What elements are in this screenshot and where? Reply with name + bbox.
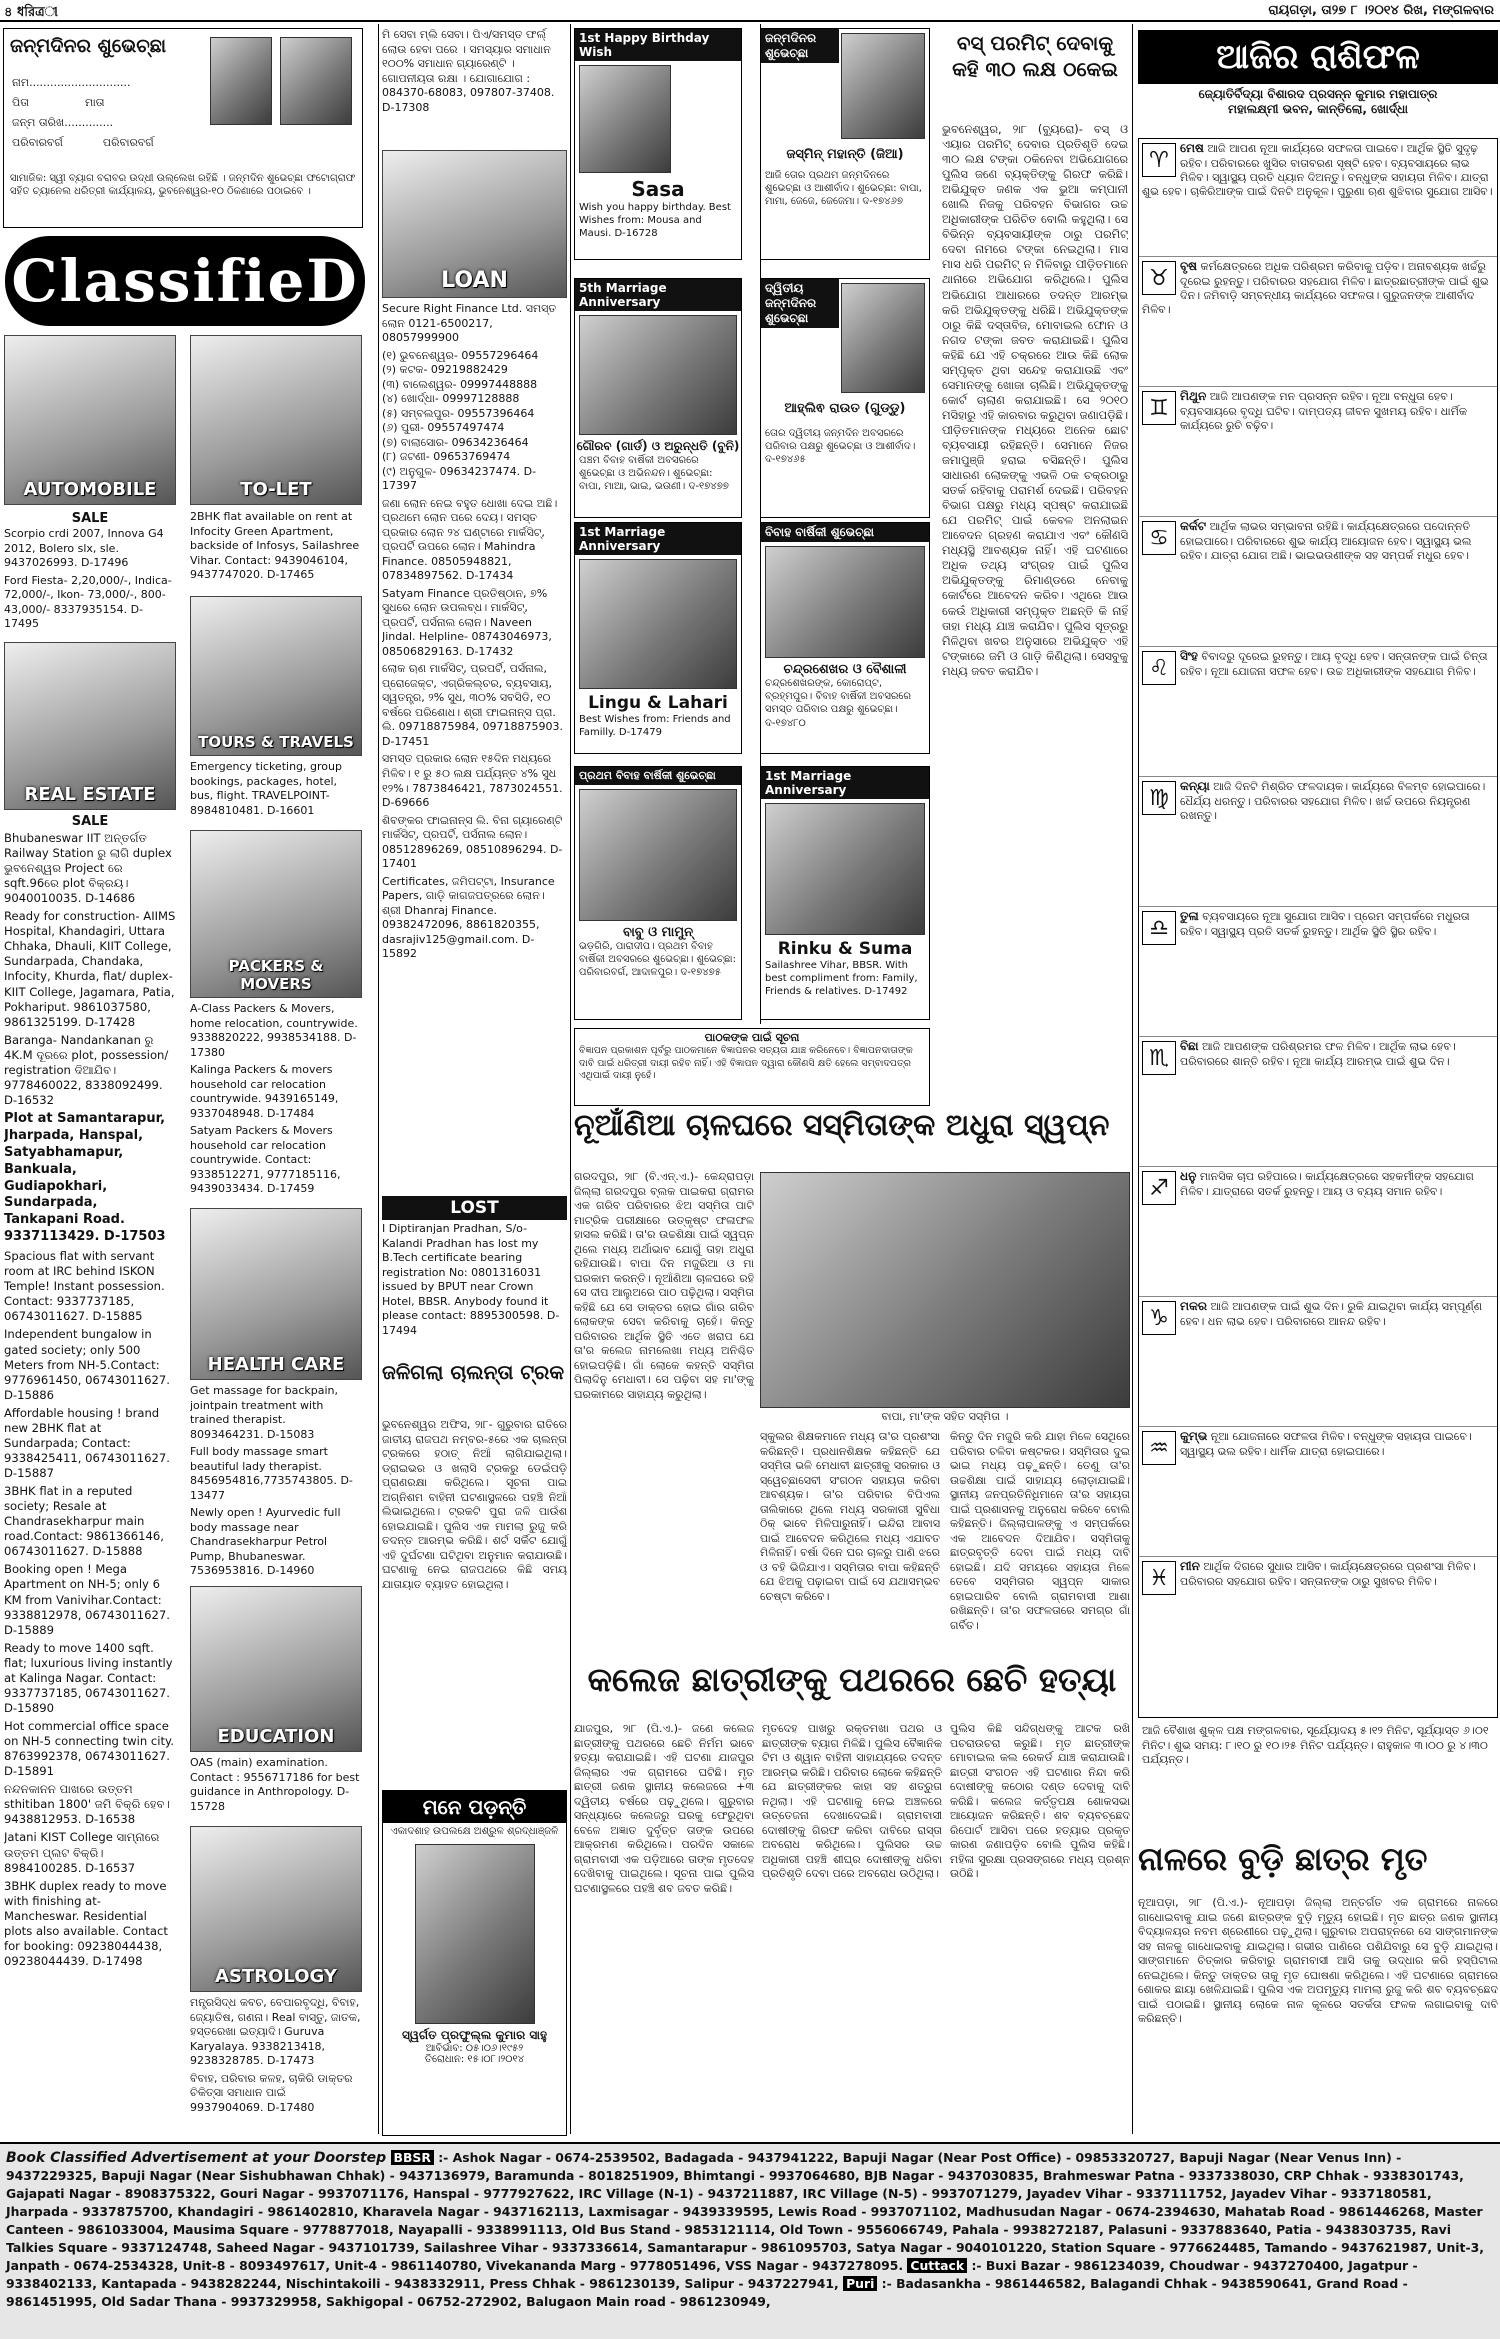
horoscope-author: ଜ୍ୟୋତିର୍ବିଦ୍ୟା ବିଶାରଦ ପ୍ରସନ୍ନ କୁମାର ମହାପାତ୍ର ମହାଲକ୍ଷ୍ମୀ ଭବନ, କାନ୍ତିଲୋ, ଖୋର୍ଦ୍ଧା: [1198, 87, 1438, 116]
baby-photo-placeholder: [210, 37, 272, 125]
greeting-heading: 1st Marriage Anniversary: [761, 767, 929, 799]
memorial-photo-placeholder: [415, 1844, 535, 2024]
zodiac-entry: [1139, 387, 1497, 517]
reader-note-title: ପାଠକଙ୍କ ପାଇଁ ସୂଚନା: [704, 1031, 800, 1044]
automobile-ads: [4, 510, 176, 638]
classified-ad: Independent bungalow in gated society; only 500 Meters from NH-5.Contact: 9776961450, 06743011627. D-15886: [4, 1327, 170, 1402]
classified-ad: Ford Fiesta- 2,20,000/-, Indica- 72,000/-, Ikon- 73,000/-, 800- 43,000/- 8337935154. D-17495: [4, 573, 172, 631]
to-let-label: TO-LET: [240, 479, 312, 500]
greeting-text: ଚନ୍ଦ୍ରଶେଖରଙ୍କ, କୋରୋପ୍ଟ, ବ୍ରହ୍ମପୁର। ବିବାହ ବାର୍ଷିକୀ ଅବସରରେ ସମସ୍ତ ପରିବାର ପକ୍ଷରୁ ଶୁଭେଚ୍ଛା। ଦ-୧୭୪୮୦: [765, 678, 912, 729]
tours-image: [190, 596, 362, 756]
zodiac-entry: [1139, 257, 1497, 387]
classified-ad: Baranga- Nandankanan ରୁ 4K.M ଦୂରରେ plot, possession/ registration ଦିଆଯିବ। 9778460022, 8338092499. D-16532: [4, 1032, 169, 1107]
greeting-card: [574, 522, 742, 754]
zodiac-entry: [1139, 1297, 1497, 1427]
education-label: EDUCATION: [217, 1726, 335, 1747]
murder-article-col1: ଯାଜପୁର, ୨ା୮ (ପି.ଏ.)- ଜଣେ କଲେଜ ଛାତ୍ରୀଙ୍କୁ ପଥରରେ ଛେଚି ନିର୍ମମ ଭାବେ ହତ୍ୟା କରାଯାଇଛି। ଏହି ଘଟଣା ଯାଜପୁର ଜିଲ୍ଲାର ଏକ ଗ୍ରାମରେ ଘଟିଛି। ମୃତ ଛାତ୍ରୀ ଜଣକ ସ୍ଥାନୀୟ କଲେଜରେ +୩ ଦ୍ୱିତୀୟ ବର୍ଷରେ ପଢ଼ୁଥିଲେ। ଗୁରୁବାର ସନ୍ଧ୍ୟାରେ କଲେଜରୁ ଘରକୁ ଫେରୁଥିବା ବେଳେ ଅଜ୍ଞାତ ଦୁର୍ବୃତ୍ତ ତାଙ୍କ ଉପରେ ଆକ୍ରମଣ କରିଥିଲେ। ପରଦିନ ସକାଳେ ଗ୍ରାମବାସୀ ଏକ ପଡ଼ିଆରେ ତାଙ୍କ ମୃତଦେହ ଦେଖିବାକୁ ପାଇଥିଲେ। ସୂଚନା ପାଇ ପୁଲିସ ଘଟଣାସ୍ଥଳରେ ପହଞ୍ଚି ଶବ ଜବତ କରିଛି।: [574, 1722, 754, 1895]
health-care-image: [190, 1208, 362, 1380]
zodiac-entry: [1139, 907, 1497, 1037]
lost-heading: LOST: [382, 1196, 567, 1220]
taurus-icon: ♉: [1142, 261, 1176, 295]
zodiac-name: ବିଛା: [1180, 1039, 1199, 1053]
footer-booking-panel: [0, 2142, 1500, 2339]
greeting-name: Lingu & Lahari: [588, 693, 728, 713]
loan-branch: (୩) ବାଲେଶ୍ୱର- 09997448888: [382, 377, 538, 391]
birthday-form-note: ସାମାଜିକ: ସ୍ୱୀ ବ୍ୟାଗ ବରାବର ଉଦ୍ଧୀ ଉଲ୍ଲେଖ ରହିଛି । ଜନ୍ମଦିନ ଶୁଭେଚ୍ଛା ଫଟୋଗ୍ରାଫ ସହିତ ଚ୍ୟାନେଲ ଧରିତ୍ରୀ କାର୍ଯ୍ୟାଳୟ, ଭୁବନେଶ୍ୱର-୧୦ ଠିକଣାରେ ପଠାଇବେ ।: [10, 173, 356, 198]
zodiac-entry: [1139, 1557, 1497, 1687]
to-let-ads: 2BHK flat available on rent at Infocity Green Apartment, backside of Infosys, Sailashree Vihar. Contact: 9439046104, 9437747020. D-17465: [190, 510, 360, 582]
bbsr-agents: :- Ashok Nagar - 0674-2539502, Badagada - 9437941222, Bapuji Nagar (Near Post Office) - 09853320727, Bapuji Nagar (Near Venus Inn) - 9437229325, Bapuji Nagar (Near Sishubhawan Chhak) - 9437136979, Baramunda - 8018251909, Bhimtangi - 9937064680, BJB Nagar - 9437030835, Brahmeswar Patna - 9337338030, CRP Chhak - 9338301743, Gajapati Nagar - 8908375322, Gouri Nagar - 9937071176, Hanspal - 9777927622, IRC Village (N-1) - 9437211887, IRC Village (N-5) - 9937071279, Jayadev Vihar - 9337111752, Jayadev Vihar - 9337180581, Jharpada - 9337875700, Khandagiri - 9861402810, Kharavela Nagar - 9437162113, Laxmisagar - 9439339595, Lewis Road - 9937071102, Madhusudan Nagar - 0674-2394630, Mahatab Road - 9861446268, Master Canteen - 9861033004, Mausima Square - 9778877018, Nayapalli - 9338991113, Old Bus Stand - 9853121114, Old Town - 9556066749, Pahala - 9938272187, Palasuni - 9337883640, Patia - 9438303735, Ravi Talkies Square - 9337124748, Saheed Nagar - 9437101739, Sailashree Vihar - 9337336614, Samantarapur - 9861095703, Satya Nagar - 9040101220, Station Square - 9776624485, Tamando - 9437621987, Unit-3, Janpath - 0674-2534328, Unit-8 - 8093497617, Unit-4 - 9861140780, Vivekananda Marg - 9778051496, VSS Nagar - 9437278095.: [6, 2150, 1484, 2273]
classified-ad: Jatani KIST College ସାମ୍ନାରେ ଉତ୍ତମ ପ୍ଲଟ ବିକ୍ରି। 8984100285. D-16537: [4, 1830, 160, 1875]
reader-note-box: [574, 1028, 930, 1106]
classified-ad: Certificates, ଜମିପଟ୍ଟା, Insurance Papers, ଗାଡ଼ି କାଗଜପତ୍ରରେ ଲୋନ। ଶ୍ରୀ Dhanraj Finance. 09382472096, 8861820355, dasrajiv125@gmail.com. D-15892: [382, 874, 555, 961]
loan-intro: Secure Right Finance Ltd. ସମସ୍ତ ଲୋନ 0121-6500217, 08057999900: [382, 302, 557, 345]
footer-title: Book Classified Advertisement at your Doorstep: [6, 2150, 387, 2166]
murder-article-col3: ପୁଲିସ କିଛି ସନ୍ଦିଗ୍ଧଙ୍କୁ ଆଟକ ରଖି ପଚରାଉଚରା କରୁଛି। ମୃତ ଛାତ୍ରୀଙ୍କ ମୋବାଇଲ କଲ ରେକର୍ଡ ଯାଞ୍ଚ କରାଯାଉଛି। ଛାତ୍ରୀ ସଂଗଠନ ଏହି ଘଟଣାର ନିନ୍ଦା କରି ଦୋଷୀଙ୍କୁ କଠୋର ଦଣ୍ଡ ଦେବାକୁ ଦାବି କରିଛି। କଲେଜ କର୍ତ୍ତୃପକ୍ଷ ଶୋକସଭା ଆୟୋଜନ କରିଛନ୍ତି। ଶବ ବ୍ୟବଚ୍ଛେଦ ରିପୋର୍ଟ ଆସିବା ପରେ ହତ୍ୟାର ପ୍ରକୃତ କାରଣ ଜଣାପଡ଼ିବ ବୋଲି ପୁଲିସ କହିଛି। ମହିଳା ସୁରକ୍ଷା ପ୍ରସଙ୍ଗରେ ମଧ୍ୟ ପ୍ରଶ୍ନ ଉଠିଛି।: [950, 1722, 1130, 1881]
education-image: [190, 1586, 362, 1752]
greeting-name: ଜସ୍ମିନ୍ ମହାନ୍ତି (ଜିଆ): [786, 147, 904, 162]
dream-article-col2: ସ୍କୁଲର ଶିକ୍ଷକମାନେ ମଧ୍ୟ ତା'ର ପ୍ରଶଂସା କରିଛନ୍ତି। ପ୍ରଧାନଶିକ୍ଷକ କହିଛନ୍ତି ଯେ ସସ୍ମିତା ଭଳି ମେଧାବୀ ଛାତ୍ରୀକୁ ସରକାର ଓ ସ୍ୱେଚ୍ଛାସେବୀ ସଂଗଠନ ସହାୟତା କରିବା ଆବଶ୍ୟକ। ତା'ର ପରିବାର ବିପିଏଲ ତାଲିକାରେ ଥିଲେ ମଧ୍ୟ ସରକାରୀ ସୁବିଧା ଠିକ୍ ଭାବେ ମିଳିପାରୁନାହିଁ। ଇନ୍ଦିରା ଆବାସ ପାଇଁ ଆବେଦନ କରିଥିଲେ ମଧ୍ୟ ଏଯାବତ ମିଳିନାହିଁ। ବର୍ଷା ଦିନେ ଘର ଚାଳରୁ ପାଣି ଝରେ ଓ ବହି ଭିଜିଯାଏ। ସସ୍ମିତାର ବାପା କହିଛନ୍ତି ଯେ ଝିଅକୁ ପଢ଼ାଇବା ପାଇଁ ସେ ଯଥାସମ୍ଭବ ଚେଷ୍ଟା କରିବେ।: [760, 1430, 940, 1603]
zodiac-entry: [1139, 1167, 1497, 1297]
loan-branch: (୫) ସମ୍ବଲପୁର- 09557396464: [382, 406, 535, 420]
greeting-heading: ପ୍ରଥମ ବିବାହ ବାର୍ଷିକୀ ଶୁଭେଚ୍ଛା: [575, 767, 741, 785]
zodiac-name: ମିଥୁନ: [1180, 389, 1207, 403]
column-rule: [570, 24, 571, 2134]
greeting-card: [760, 28, 930, 260]
puri-agents: :- Badasankha - 9861446582, Balagandi Chhak - 9438590641, Grand Road - 9861451995, Old Sadar Thana - 9937329958, Sakhigopal - 06752-272902, Balugaon Main road - 9861230949,: [6, 2276, 1408, 2309]
classified-ad: ଲୋକ ଋଣ ମାର୍କସିଟ୍, ପ୍ରପର୍ଟି, ପର୍ସନାଲ, ପ୍ରୋଜେକ୍ଟ, ଏଗ୍ରିକଲ୍ଚର, ବ୍ୟବସାୟ, ସ୍ୱତନ୍ତ୍ର, ୨% ସୁଧ, ୩୦% ସବସିଡି, ୧୦ ବର୍ଷରେ ପରିଶୋଧ। ଶ୍ରୀ ଫାଇନାନ୍ସ ପ୍ରା. ଲି. 09718875984, 09718875903. D-17451: [382, 662, 564, 748]
greeting-text: Sailashree Vihar, BBSR. With best compliment from: Family, Friends & relatives. D-17492: [765, 960, 918, 998]
greeting-name: ଆହ୍ଲିଵ ରାଉତ (ଗୁଡ୍ଡୁ): [784, 401, 906, 416]
loan-branch: (୬) ପୁରୀ- 09557497474: [382, 421, 505, 435]
classified-ad: Satyam Packers & Movers household car relocation countrywide. Contact: 9338512271, 9777185116, 9439033434. D-17459: [190, 1124, 341, 1196]
dream-headline: ନୂଆଁଣିଆ ଚାଳଘରେ ସସ୍ମିତାଙ୍କ ଅଧୁରା ସ୍ୱପ୍ନ: [574, 1108, 1110, 1143]
birthday-form-box: [3, 28, 363, 228]
zodiac-name: ମେଷ: [1180, 141, 1204, 155]
classified-ad: ନନ୍ଦନକାନନ ପାଖରେ ଉତ୍ତମ sthitiban 1800' ଜମି ବିକ୍ରି ହେବ। 9438812953. D-16538: [4, 1782, 170, 1827]
classified-ad: ଶିବଙ୍କର ଫାଇନାନ୍ସ ଲି. ବିନା ଗ୍ୟାରେଣ୍ଟି ମାର୍କସିଟ୍, ପ୍ରପର୍ଟି, ପର୍ସନାଲ ଲୋନ। 08512896269, 08510896294. D-17401: [382, 813, 563, 871]
greeting-card: [574, 28, 742, 260]
mother-label: ମାତା: [84, 96, 105, 109]
horoscope-title: ଆଜିର ରାଶିଫଳ: [1138, 30, 1498, 84]
greeting-photo-placeholder: [765, 803, 925, 935]
classified-ad: Ready to move 1400 sqft. flat; luxurious living instantly at Kalinga Nagar. Contact: 9337737185, 06743011627. D-15890: [4, 1640, 173, 1715]
loan-branch: (୭) ବାଲାସୋର- 09634236464: [382, 435, 529, 449]
zodiac-name: ତୁଳା: [1180, 909, 1199, 923]
astrology-label: ASTROLOGY: [215, 1966, 337, 1987]
greeting-photo-placeholder: [579, 65, 671, 173]
horoscope-header: [1138, 30, 1498, 134]
classified-ad: ଜଣା ଲୋନ ନେଇ ବହୁତ ଧୋଖା ଦେଇ ଅଛି। ପ୍ରଥମେ ଲୋନ ପରେ ଦେୟ। ସମସ୍ତ ପ୍ରକାର ଲୋନ ୨୪ ଘଣ୍ଟାରେ ମାର୍କସିଟ୍, ପ୍ରପର୍ଟି ଉପରେ ଲୋନ। Mahindra Finance. 08505948821, 07834897562. D-17434: [382, 496, 558, 583]
sagittarius-icon: ♐: [1142, 1171, 1176, 1205]
bus-article: ଭୁବନେଶ୍ୱର, ୨ା୮ (ବ୍ୟୁରୋ)- ବସ୍ ଓ ଏୟାର ପରମିଟ୍ ଦେବାର ପ୍ରତିଶୃତି ଦେଇ ୩୦ ଲକ୍ଷ ଟଙ୍କା ଠକିନେବା ଅଭିଯୋଗରେ ପୁଲିସ ଜଣେ ବ୍ୟକ୍ତିଙ୍କୁ ଗିରଫ କରିଛି। ଅଭିଯୁକ୍ତ ଜଣକ ଏକ ଭୁଆ କମ୍ପାନୀ ଖୋଲି ନିଜକୁ ପରିବହନ ବିଭାଗର ଉଚ୍ଚ ଅଧିକାରୀଙ୍କ ପରିଚିତ ବୋଲି କହୁଥିଲା। ସେ ବିଭିନ୍ନ ବ୍ୟବସାୟୀଙ୍କ ଠାରୁ ପରମିଟ୍ ଦେବା ନାମରେ ଟଙ୍କା ନେଇଥିଲା। ମାସ ମାସ ଧରି ପରମିଟ୍ ନ ମିଳିବାରୁ ପୀଡ଼ିତମାନେ ଥାନାରେ ଅଭିଯୋଗ କରିଥିଲେ। ପୁଲିସ ଅଭିଯୋଗ ଆଧାରରେ ତଦନ୍ତ ଆରମ୍ଭ କରି ଅଭିଯୁକ୍ତଙ୍କୁ ଧରିଛି। ଅଭିଯୁକ୍ତଙ୍କ ଠାରୁ କିଛି ଦସ୍ତାବିଜ, ମୋବାଇଲ ଫୋନ ଓ ନଗଦ ଟଙ୍କା ଜବତ କରାଯାଇଛି। ପୁଲିସ କହିଛି ଯେ ଏହି ଚକ୍ରରେ ଆଉ କିଛି ଲୋକ ସମ୍ପୃକ୍ତ ଥିବା ସନ୍ଦେହ କରାଯାଉଛି ଏବଂ ସେମାନଙ୍କୁ ଖୋଜା ଚାଲିଛି। ଅଭିଯୁକ୍ତଙ୍କୁ କୋର୍ଟ ଚାଲାଣ କରାଯାଇଛି। ସେ ୨୦୧୦ ମସିହାରୁ ଏହି କାରବାର କରୁଥିବା ଜଣାପଡ଼ିଛି। ପୀଡ଼ିତମାନଙ୍କ ମଧ୍ୟରେ ଅନେକ ଛୋଟ ବ୍ୟବସାୟୀ ରହିଛନ୍ତି। ସେମାନେ ନିଜର ଜମାପୁଞ୍ଜି ହରାଇ ବସିଛନ୍ତି। ପୁଲିସ ସାଧାରଣ ଲୋକଙ୍କୁ ଏଭଳି ଠକ ଚକ୍ରଠାରୁ ସତର୍କ ରହିବାକୁ ପରାମର୍ଶ ଦେଇଛି। ପରିବହନ ବିଭାଗ ପକ୍ଷରୁ ମଧ୍ୟ ସ୍ପଷ୍ଟ କରାଯାଇଛି ଯେ ପରମିଟ୍ ପାଇଁ କେବଳ ଅନଲାଇନ ଆବେଦନ ଗ୍ରହଣ କରାଯାଏ ଏବଂ କୌଣସି ମଧ୍ୟସ୍ଥି ଆବଶ୍ୟକ ନାହିଁ। ଏହି ଘଟଣାରେ ଅଧିକ ତଥ୍ୟ ସଂଗ୍ରହ ପାଇଁ ପୁଲିସ ଅଭିଯୁକ୍ତଙ୍କୁ ରିମାଣ୍ଡରେ ନେବାକୁ କୋର୍ଟରେ ଆବେଦନ କରିବ। ଏଥିରେ ଆଉ କେଉଁ ଅଧିକାରୀ ସମ୍ପୃକ୍ତ ଅଛନ୍ତି କି ନାହିଁ ତାହା ମଧ୍ୟ ଯାଞ୍ଚ କରାଯିବ। ପୁଲିସ ସୂତ୍ରରୁ ମିଳିଥିବା ଖବର ଅନୁସାରେ ଅଭିଯୁକ୍ତ ଏହି ଟଙ୍କାରେ ଜମି ଓ ଗାଡ଼ି କିଣିଥିଲା। ସେସବୁକୁ ମଧ୍ୟ ଜବତ କରାଯିବ।: [942, 122, 1128, 678]
loan-image: [382, 150, 567, 298]
classified-ad: Full body massage smart beautiful lady therapist. 8456954816,7735743805. D-13477: [190, 1445, 353, 1502]
packers-image: [190, 830, 362, 998]
sale-heading: SALE: [71, 511, 109, 526]
drain-headline: ନାଳରେ ବୁଡ଼ି ଛାତ୍ର ମୃତ: [1138, 1840, 1428, 1878]
loan-branch: (୮) ଜଟଣୀ- 09653769474: [382, 450, 511, 464]
astrology-ads: [190, 1996, 362, 2136]
lost-notice: I Diptiranjan Pradhan, S/o- Kalandi Pradhan has lost my B.Tech certificate bearing registration No: 0801316031 issued by BPUT near Crown Hotel, BBSR. Anybody found it please contact: 8895300598. D-17494: [382, 1222, 560, 1337]
bbsr-tag: BBSR: [391, 2150, 434, 2165]
zodiac-entry: [1139, 1427, 1497, 1557]
greeting-text: Wish you happy birthday. Best Wishes from: Mousa and Mausi. D-16728: [579, 202, 731, 240]
dream-photo-placeholder: [760, 1172, 1130, 1408]
greeting-text: ପଞ୍ଚମ ବିବାହ ବାର୍ଷିକୀ ଅବସରରେ ଶୁଭେଚ୍ଛା ଓ ଅଭିନନ୍ଦନ। ଶୁଭେଚ୍ଛା: ବାପା, ମାଆ, ଭାଇ, ଭଉଣୀ। ଦ-୧୭୪୭୭: [579, 455, 729, 493]
sale-heading: SALE: [71, 814, 109, 829]
column-rule: [1132, 24, 1133, 2134]
zodiac-text: ଆର୍ଥିକ ଦିଗରେ ସୁଧାର ଆସିବ। କାର୍ଯ୍ୟକ୍ଷେତ୍ରରେ ପ୍ରଶଂସା ମିଳିବ। ପରିବାରର ସହଯୋଗ ରହିବ। ସନ୍ତାନଙ୍କ ଠାରୁ ସୁଖବର ମିଳିବ।: [1180, 1560, 1476, 1588]
real-estate-label: REAL ESTATE: [24, 784, 156, 805]
classified-ad: 3BHK flat in a reputed society; Resale at Chandrasekharpur main road.Contact: 9861366146, 06743011627. D-15888: [4, 1484, 164, 1559]
zodiac-text: ନୂଆ ଯୋଜନାରେ ସଫଳତା ମିଳିବ। ବନ୍ଧୁଙ୍କ ସହାୟତା ପାଇବେ। ସ୍ୱାସ୍ଥ୍ୟ ଭଲ ରହିବ। ଧାର୍ମିକ ଯାତ୍ରା ହୋଇପାରେ।: [1180, 1430, 1472, 1458]
zodiac-text: କର୍ମକ୍ଷେତ୍ରରେ ଅଧିକ ପରିଶ୍ରମ କରିବାକୁ ପଡ଼ିବ। ଅନାବଶ୍ୟକ ଖର୍ଚ୍ଚରୁ ଦୂରେଇ ରୁହନ୍ତୁ। ପରିବାରର ସହଯୋଗ ମିଳିବ। ଛାତ୍ରଛାତ୍ରୀଙ୍କ ପାଇଁ ଶୁଭ ଦିନ। ଜମିବାଡ଼ି ସମ୍ବନ୍ଧୀୟ କାର୍ଯ୍ୟରେ ସଫଳତା। ଗୁରୁଜନଙ୍କ ଆଶୀର୍ବାଦ ମିଳିବ।: [1142, 260, 1489, 317]
greeting-text: ଆଜି ତୋର ପ୍ରଥମ ଜନ୍ମଦିନରେ ଶୁଭେଚ୍ଛା ଓ ଆଶୀର୍ବାଦ। ଶୁଭେଚ୍ଛା: ବାପା, ମାମା, ଜେଜେ, ଜେଜେମା। ଦ-୧୭୪୬୭: [765, 170, 922, 208]
family-label: ପରିବାରବର୍ଗ: [12, 136, 63, 149]
zodiac-text: ଆଜି ଆପଣ ନୂଆ କାର୍ଯ୍ୟରେ ସଫଳତା ପାଇବେ। ଆର୍ଥିକ ସ୍ଥିତି ସୁଦୃଢ଼ ରହିବ। ପରିବାରରେ ଖୁସିର ବାତାବରଣ ସୃଷ୍ଟି ହେବ। ବ୍ୟବସାୟରେ ଲାଭ ମିଳିବ। ସ୍ୱାସ୍ଥ୍ୟ ପ୍ରତି ଧ୍ୟାନ ଦିଅନ୍ତୁ। ବନ୍ଧୁଙ୍କ ସହାୟତା ମିଳିବ। ଯାତ୍ରା ଶୁଭ ହେବ। ଚାକିରିଆଙ୍କ ପାଇଁ ଦିନଟି ଅନୁକୂଳ। ପୁରୁଣା ଋଣ ଶୁଝିବାର ସୁଯୋଗ ଆସିବ।: [1142, 142, 1493, 199]
zodiac-text: ଆଜି ଦିନଟି ମିଶ୍ରିତ ଫଳଦାୟକ। କାର୍ଯ୍ୟରେ ବିଳମ୍ବ ହୋଇପାରେ। ଧୈର୍ଯ୍ୟ ଧରନ୍ତୁ। ପରିବାରର ସହଯୋଗ ମିଳିବ। ଖର୍ଚ୍ଚ ଉପରେ ନିୟନ୍ତ୍ରଣ ରଖନ୍ତୁ।: [1180, 780, 1486, 822]
greeting-name: ବାବୁ ଓ ମାମୁନ୍: [622, 925, 694, 940]
aquarius-icon: ♒: [1142, 1431, 1176, 1465]
drain-article: ନୂଆପଡ଼ା, ୨ା୮ (ପି.ଏ.)- ନୂଆପଡ଼ା ଜିଲ୍ଲା ଅନ୍ତର୍ଗତ ଏକ ଗ୍ରାମରେ ନାଳରେ ଗାଧୋଇବାକୁ ଯାଇ ଜଣେ ଛାତ୍ରଙ୍କ ବୁଡ଼ି ମୃତ୍ୟୁ ହୋଇଛି। ମୃତ ଛାତ୍ର ଜଣକ ସ୍ଥାନୀୟ ବିଦ୍ୟାଳୟର ନବମ ଶ୍ରେଣୀରେ ପଢ଼ୁଥିଲା। ଗୁରୁବାର ଅପରାହ୍ନରେ ସେ ସାଙ୍ଗମାନଙ୍କ ସହ ନାଳକୁ ଗାଧୋଇବାକୁ ଯାଇଥିଲା। ଗଭୀର ପାଣିରେ ପଶିଯିବାରୁ ସେ ବୁଡ଼ି ଯାଇଥିଲା। ସାଙ୍ଗମାନେ ଚିତ୍କାର କରିବାରୁ ଗ୍ରାମବାସୀ ଆସି ତାକୁ ଉଦ୍ଧାର କରି ହସ୍ପିଟାଲ ନେଇଥିଲେ। କିନ୍ତୁ ଡାକ୍ତର ତାକୁ ମୃତ ଘୋଷଣା କରିଥିଲେ। ଏହି ଘଟଣାରେ ଗ୍ରାମରେ ଶୋକର ଛାୟା ଖେଳିଯାଇଛି। ପୁଲିସ ଏକ ଅପମୃତ୍ୟୁ ମାମଲା ରୁଜୁ କରି ଶବ ବ୍ୟବଚ୍ଛେଦ ପାଇଁ ପଠାଇଛି। ସ୍ଥାନୀୟ ଲୋକେ ନାଳ କୂଳରେ ସତର୍କତା ଫଳକ ଲଗାଇବାକୁ ଦାବି କରିଛନ୍ତି।: [1138, 1896, 1498, 2026]
zodiac-text: ଆର୍ଥିକ ଲାଭର ସମ୍ଭାବନା ରହିଛି। କାର୍ଯ୍ୟକ୍ଷେତ୍ରରେ ପଦୋନ୍ନତି ହୋଇପାରେ। ପରିବାରରେ ଶୁଭ କାର୍ଯ୍ୟ ଆୟୋଜନ ହେବ। ସ୍ୱାସ୍ଥ୍ୟ ଭଲ ରହିବ। ଯାତ୍ରା ଯୋଗ ଅଛି। ଭାଇଭଉଣୀଙ୍କ ସହ ସମ୍ପର୍କ ମଧୁର ହେବ।: [1180, 520, 1472, 562]
greeting-name: Sasa: [631, 177, 685, 201]
pisces-icon: ♓: [1142, 1561, 1176, 1595]
greeting-photo-placeholder: [579, 789, 737, 921]
leo-icon: ♌: [1142, 651, 1176, 685]
zodiac-text: ବ୍ୟବସାୟରେ ନୂଆ ସୁଯୋଗ ଆସିବ। ପ୍ରେମ ସମ୍ପର୍କରେ ମଧୁରତା ରହିବ। ସ୍ୱାସ୍ଥ୍ୟ ପ୍ରତି ସତର୍କ ରୁହନ୍ତୁ। ଆର୍ଥିକ ସ୍ଥିତି ସ୍ଥିର ରହିବ।: [1180, 910, 1470, 938]
automobile-label: AUTOMOBILE: [23, 479, 157, 500]
greeting-card: [574, 766, 742, 1020]
greeting-card: [760, 766, 930, 1020]
zodiac-name: ମକର: [1180, 1299, 1207, 1313]
greeting-card: [760, 522, 930, 754]
health-care-ads: [190, 1384, 362, 1580]
birthday-form-title: ଜନ୍ମଦିନର ଶୁଭେଚ୍ଛା: [10, 35, 167, 57]
truck-article: ଭୁବନେଶ୍ୱର ଅଫିସ, ୨ା୮- ଗୁରୁବାର ରାତିରେ ଜାତୀୟ ରାଜପଥ ନମ୍ବର-୫ରେ ଏକ ଚାଲନ୍ତା ଟ୍ରକରେ ହଠାତ୍ ନିଆଁ ଲାଗିଯାଇଥିଲା। ଡ୍ରାଇଭର ଓ ଖଲାସି ଟ୍ରକରୁ ଡେଇଁପଡ଼ି ପ୍ରାଣରକ୍ଷା କରିଥିଲେ। ସୂଚନା ପାଇ ଅଗ୍ନିଶମ ବାହିନୀ ଘଟଣାସ୍ଥଳରେ ପହଞ୍ଚି ନିଆଁ ଲିଭାଇଥିଲେ। ଟ୍ରକଟି ପୁରା ଜଳି ପାଉଁଶ ହୋଇଯାଇଛି। ପୁଲିସ ଏକ ମାମଲା ରୁଜୁ କରି ତଦନ୍ତ ଆରମ୍ଭ କରିଛି। ଶର୍ଟ ସର୍କିଟ ଯୋଗୁଁ ଏହି ଦୁର୍ଘଟଣା ଘଟିଥିବା ଅନୁମାନ କରାଯାଉଛି। ଘଟଣାକୁ ନେଇ ରାଜପଥରେ କିଛି ସମୟ ଯାତାୟାତ ବ୍ୟାହତ ହୋଇଥିଲା।: [382, 1418, 567, 1591]
family-label: ପରିବାରବର୍ଗ: [102, 136, 154, 149]
classified-ad: Ready for construction- AIIMS Hospital, Khandagiri, Uttara Chhaka, Dhauli, KIIT College, Sundarpada, Chandaka, Infocity, Khurda, flat/ duplex- KIIT College, Jagamara, Patia, Pokhariput. 9861037580, 9861325199. D-17428: [4, 909, 176, 1029]
greeting-name: ଗୌରବ (ଗାର୍ଡ) ଓ ଅରୁନ୍ଧତି (ବୁନି): [576, 439, 740, 453]
zodiac-text: ମାନସିକ ଚାପ ରହିପାରେ। କାର୍ଯ୍ୟକ୍ଷେତ୍ରରେ ସହକର୍ମୀଙ୍କ ସହଯୋଗ ମିଳିବ। ଯାତ୍ରାରେ ସତର୍କ ରୁହନ୍ତୁ। ଆୟ ଓ ବ୍ୟୟ ସମାନ ରହିବ।: [1180, 1170, 1474, 1198]
reader-note-text: ବିଜ୍ଞାପନ ପ୍ରକାଶନ ପୂର୍ବରୁ ପାଠକମାନେ ବିଜ୍ଞାପନର ସତ୍ୟତା ଯାଞ୍ଚ କରିନେବେ। ବିଜ୍ଞାପନଦାତାଙ୍କ ଦାବି ପାଇଁ ଧରିତ୍ରୀ ଦାୟୀ ରହିବ ନାହିଁ। ଏହି ବିଜ୍ଞାପନ ଦ୍ୱାରା କୌଣସି କ୍ଷତି ହେଲେ ସମ୍ବାଦପତ୍ର ଏଥିପାଇଁ ଦାୟୀ ନୁହେଁ।: [579, 1045, 913, 1082]
classified-ad: Bhubaneswar IIT ଅନ୍ତର୍ଗତ Railway Station ରୁ ଲାଗି duplex ଭୁବନେଶ୍ୱର Project ରେ sqft.96ରେ plot ବିକ୍ରୟ। 9040010035. D-14686: [4, 830, 172, 906]
zodiac-text: ଆଜି ଆପଣଙ୍କ ପରିଶ୍ରମର ଫଳ ମିଳିବ। ଆର୍ଥିକ ଲାଭ ହେବ। ପରିବାରରେ ଶାନ୍ତି ରହିବ। ନୂଆ କାର୍ଯ୍ୟ ଆରମ୍ଭ ପାଇଁ ଶୁଭ ଦିନ।: [1180, 1040, 1456, 1068]
greeting-text: ତୋର ଦ୍ୱିତୀୟ ଜନ୍ମଦିନ ଅବସରରେ ପରିବାର ପକ୍ଷରୁ ଶୁଭେଚ୍ଛା ଓ ଆଶୀର୍ବାଦ। ଦ-୧୭୪୬୫: [765, 428, 916, 466]
zodiac-name: କର୍କଟ: [1180, 519, 1207, 533]
packers-label: PACKERS & MOVERS: [228, 957, 324, 993]
name-field: ନାମ.............................: [12, 76, 131, 89]
zodiac-name: କନ୍ୟା: [1180, 779, 1210, 793]
greeting-name: Rinku & Suma: [777, 939, 913, 959]
zodiac-entry: [1139, 647, 1497, 777]
scorpio-icon: ♏: [1142, 1041, 1176, 1075]
classified-ad: Kalinga Packers & movers household car relocation countrywide. 9439165149, 9337048948. D-17484: [190, 1063, 339, 1120]
greeting-card: [574, 278, 742, 518]
greeting-text: Best Wishes from: Friends and Familly. D-17479: [579, 714, 731, 739]
aries-icon: ♈: [1142, 143, 1176, 177]
father-label: ପିତା: [12, 96, 29, 109]
automobile-image: [4, 335, 176, 505]
real-estate-image: [4, 642, 176, 810]
classified-ad: ମନ୍ତ୍ରସିଦ୍ଧ କବଚ, ବେପାରବୃଦ୍ଧି, ବିବାହ, ଜ୍ୟୋତିଷ, ଗଣନା। Real ବାସ୍ତୁ, ଜାତକ, ହସ୍ତରେଖା ଇତ୍ୟାଦି। Guruva Karyalaya. 9338213418, 9238328785. D-17473: [190, 1996, 361, 2068]
greeting-heading: ଦ୍ୱିତୀୟ ଜନ୍ମଦିନର ଶୁଭେଚ୍ଛା: [761, 279, 839, 328]
greeting-photo-placeholder: [841, 283, 925, 393]
dream-article-col1: ଗରଦପୁର, ୨ା୮ (ବି.ଏନ୍.ଏ.)- କେନ୍ଦ୍ରାପଡ଼ା ଜିଲ୍ଲା ଗରଦପୁର ବ୍ଲକ ପାଇକରା ଗ୍ରାମର ଏକ ଗରିବ ପରିବାରର ଝିଅ ସସ୍ମିତା ପାଟି ମାଟ୍ରିକ ପରୀକ୍ଷାରେ ଉତ୍କୃଷ୍ଟ ଫଳାଫଳ ହାସଲ କରିଛି। ତା'ର ଉଚ୍ଚଶିକ୍ଷା ପାଇଁ ସ୍ୱପ୍ନ ଥିଲେ ମଧ୍ୟ ଅର୍ଥାଭାବ ଯୋଗୁଁ ତାହା ଅଧୁରା ରହିଯାଉଛି। ବାପା ଦିନ ମଜୁରିଆ ଓ ମା ଘରକାମ କରନ୍ତି। ନୂଆଁଣିଆ ଚାଳଘରେ ରହି ସେ ଦୀପ ଆଲୁଅରେ ପାଠ ପଢ଼ିଥିଲା। ସସ୍ମିତା କହିଛି ଯେ ସେ ଡାକ୍ତର ହୋଇ ଗାଁର ଗରିବ ଲୋକଙ୍କ ସେବା କରିବାକୁ ଚାହେଁ। କିନ୍ତୁ ପରିବାରର ଆର୍ଥିକ ସ୍ଥିତି ଏତେ ଖରାପ ଯେ ତା'ର କଲେଜ ନାମଲେଖା ମଧ୍ୟ ଅନିଶ୍ଚିତ ହୋଇପଡ଼ିଛି। ଗାଁ ଲୋକେ କହନ୍ତି ସସ୍ମିତା ପିଲାଦିନୁ ମେଧାବୀ। ସେ ପଢ଼ିବା ସହ ମା'ଙ୍କୁ ଘରକାମରେ ସାହାଯ୍ୟ କରୁଥିଲା।: [574, 1170, 754, 1401]
page-header: [0, 0, 1500, 22]
murder-headline: କଲେଜ ଛାତ୍ରୀଙ୍କୁ ପଥରରେ ଛେଚି ହତ୍ୟା: [587, 1660, 1117, 1699]
memorial-box: [382, 1790, 567, 2136]
bus-headline: ବସ୍ ପରମିଟ୍ ଦେବାକୁ କହି ୩୦ ଲକ୍ଷ ଠକେଇ: [952, 31, 1118, 81]
baby-photo-placeholder: [280, 37, 352, 125]
zodiac-text: ଆଜି ଆପଣଙ୍କ ମନ ପ୍ରସନ୍ନ ରହିବ। ନୂଆ ବନ୍ଧୁତା ହେବ। ବ୍ୟବସାୟରେ ବୃଦ୍ଧି ଘଟିବ। ଦାମ୍ପତ୍ୟ ଜୀବନ ସୁଖମୟ ରହିବ। ଧାର୍ମିକ କାର୍ଯ୍ୟରେ ରୁଚି ବଢ଼ିବ।: [1180, 390, 1468, 432]
tours-ads: Emergency ticketing, group bookings, packages, hotel, bus, flight. TRAVELPOINT- 8984810481. D-16601: [190, 760, 342, 817]
loan-branch: (୯) ଅନୁଗୁଳ- 09634237474. D-17397: [382, 464, 537, 493]
classified-ad: Scorpio crdi 2007, Innova G4 2012, Bolero slx, sle. 9437026993. D-17496: [4, 527, 164, 570]
zodiac-text: ବିବାଦରୁ ଦୂରେଇ ରୁହନ୍ତୁ। ଆୟ ବୃଦ୍ଧି ହେବ। ସନ୍ତାନଙ୍କ ପାଇଁ ଚିନ୍ତା ରହିବ। ନୂଆ ଯୋଜନା ସଫଳ ହେବ। ଉଚ୍ଚ ଅଧିକାରୀଙ୍କ ସହଯୋଗ ମିଳିବ।: [1180, 650, 1488, 678]
classified-ad: Satyam Finance ପ୍ରତିଷ୍ଠାନ, ୭% ସୁଧରେ ଲୋନ ଉପଲବ୍ଧ। ମାର୍କସିଟ୍, ପ୍ରପର୍ଟି, ପର୍ସନାଲ ଲୋନ। Naveen Jindal. Helpline- 08743046973, 08506829163. D-17432: [382, 586, 552, 658]
memorial-subtitle: ଏକାଦଶାହ ଉପଲକ୍ଷେ ଅଶ୍ରୁଳ ଶ୍ରଦ୍ଧାଞ୍ଜଳି: [390, 1826, 559, 1837]
memorial-dates: ଆବିର୍ଭାବ: ୦୫।୦୬।୧୯୫୨ ତିରୋଧାନ: ୧୫।୦୮।୨୦୧୪: [424, 2043, 525, 2065]
greeting-heading: 1st Marriage Anniversary: [575, 523, 741, 555]
classified-ad: Newly open ! Ayurvedic full body massage near Chandrasekharpur Petrol Pump, Bhubaneswar. 7536953816. D-14960: [190, 1506, 341, 1578]
greeting-heading: ବିବାହ ବାର୍ଷିକୀ ଶୁଭେଚ୍ଛା: [761, 523, 929, 542]
greeting-heading: 5th Marriage Anniversary: [575, 279, 741, 311]
classified-ad: Hot commercial office space on NH-5 connecting twin city. 8763992378, 06743011627. D-15891: [4, 1719, 174, 1779]
column-rule: [378, 24, 379, 2134]
zodiac-entry: [1139, 139, 1497, 257]
panchang: ଆଜି ବୈଶାଖ ଶୁକ୍ଳ ପକ୍ଷ ମଙ୍ଗଳବାର, ସୂର୍ଯ୍ୟୋଦୟ ୫।୧୨ ମିନିଟ, ସୂର୍ଯ୍ୟାସ୍ତ ୬।୦୧ ମିନିଟ। ଶୁଭ ସମୟ: ୮।୧୦ ରୁ ୧୦।୨୫ ମିନିଟ ପର୍ଯ୍ୟନ୍ତ। ରାହୁକାଳ ୩।୦୦ ରୁ ୪।୩୦ ପର୍ଯ୍ୟନ୍ତ।: [1142, 1724, 1489, 1767]
murder-article-col2: ମୃତଦେହ ପାଖରୁ ରକ୍ତମଖା ପଥର ଓ ଛାତ୍ରୀଙ୍କ ବ୍ୟାଗ ମିଳିଛି। ପୁଲିସ ବୈଜ୍ଞାନିକ ଟିମ ଓ ଶ୍ୱାନ ବାହିନୀ ସାହାଯ୍ୟରେ ତଦନ୍ତ ଆରମ୍ଭ କରିଛି। ପରିବାର ଲୋକେ କହିଛନ୍ତି ଯେ ଛାତ୍ରୀଙ୍କର କାହା ସହ ଶତ୍ରୁତା ନଥିଲା। ଏହି ଘଟଣାକୁ ନେଇ ଅଞ୍ଚଳରେ ଉତ୍ତେଜନା ଦେଖାଦେଇଛି। ଗ୍ରାମବାସୀ ଦୋଷୀଙ୍କୁ ଗିରଫ କରିବା ଦାବିରେ ରାସ୍ତା ଅବରୋଧ କରିଥିଲେ। ପୁଲିସର ଉଚ୍ଚ ଅଧିକାରୀ ପହଞ୍ଚି ଶୀଘ୍ର ଦୋଷୀଙ୍କୁ ଧରିବା ପ୍ରତିଶୃତି ଦେବା ପରେ ଅବରୋଧ ଉଠିଥିଲା।: [762, 1722, 942, 1881]
loan-branch: (୨) କଟକ- 09219882429: [382, 363, 508, 377]
classified-ad: Get massage for backpain, jointpain treatment with trained therapist. 8093464231. D-15083: [190, 1384, 339, 1441]
classified-ad: ବିବାହ, ପରିବାର କଳହ, ଚାକିରି ଡାକ୍ତର ଚିକିତ୍ସା ସମାଧାନ ପାଇଁ 9937904069. D-17480: [190, 2071, 353, 2114]
astrology-image: [190, 1826, 362, 1992]
real-estate-ads: [4, 814, 176, 2136]
greeting-card: [760, 278, 930, 518]
packers-ads: [190, 1002, 362, 1202]
greeting-photo-placeholder: [841, 33, 925, 139]
classified-ad: Plot at Samantarapur, Jharpada, Hanspal, Satyabhamapur, Bankuala, Gudiapokhari, Sundarpada, Tankapani Road. 9337113429. D-17503: [4, 1111, 166, 1245]
memorial-title: ମନେ ପଡ଼ନ୍ତି: [383, 1791, 566, 1823]
classified-ad: ସମସ୍ତ ପ୍ରକାର ଲୋନ ୧୫ଦିନ ମଧ୍ୟରେ ମିଳିବ। ୧ ରୁ ୫୦ ଲକ୍ଷ ପର୍ଯ୍ୟନ୍ତ ୪% ସୁଧ ୧୨%। 7873846421, 7873024551. D-69666: [382, 752, 563, 810]
page-number: ৪ ধরিত্রୀ: [4, 5, 58, 20]
zodiac-name: ଧନୁ: [1180, 1169, 1197, 1183]
cuttack-agents: :- Buxi Bazar - 9861234039, Choudwar - 9437270400, Jagatpur - 9338402133, Kantapada - 9438282244, Nischintakoili - 9438332911, Press Chhak - 9861230139, Salipur - 9437227941,: [6, 2258, 1418, 2291]
to-let-image: [190, 335, 362, 505]
cuttack-tag: Cuttack: [907, 2258, 967, 2273]
zodiac-entry: [1139, 1037, 1497, 1167]
zodiac-entry: [1139, 777, 1497, 907]
tours-label: TOURS & TRAVELS: [198, 733, 354, 751]
classified-ad: Spacious flat with servant room at IRC behind ISKON Temple! Instant possession. Contact: 9337737185, 06743011627. D-15885: [4, 1249, 165, 1324]
classified-banner: ClassifieD: [5, 236, 365, 326]
capricorn-icon: ♑: [1142, 1301, 1176, 1335]
greeting-photo-placeholder: [579, 315, 737, 435]
dateline: ରାୟଗଡ଼ା, ତା୨୭ ୮ ।୨୦୧୪ ରିଖ, ମଙ୍ଗଳବାର: [1268, 3, 1494, 18]
greeting-heading: 1st Happy Birthday Wish: [575, 29, 741, 61]
zodiac-name: କୁମ୍ଭ: [1180, 1429, 1208, 1443]
education-ads: OAS (main) examination. Contact : 9556717186 for best guidance in Anthropology. D-15728: [190, 1756, 360, 1813]
memorial-name: ସ୍ୱର୍ଗତ ପ୍ରଫୁଲ୍ଲ କୁମାର ସାହୁ: [402, 2028, 547, 2042]
libra-icon: ♎: [1142, 911, 1176, 945]
classified-ad: Affordable housing ! brand new 2BHK flat at Sundarpada; Contact: 9338425411, 06743011627. D-15887: [4, 1405, 170, 1481]
zodiac-text: ଆଜି ଆପଣଙ୍କ ପାଇଁ ଶୁଭ ଦିନ। ରୁକି ଯାଇଥିବା କାର୍ଯ୍ୟ ସମ୍ପୂର୍ଣ୍ଣ ହେବ। ଧନ ଲାଭ ହେବ। ପରିବାରରେ ଆନନ୍ଦ ରହିବ।: [1180, 1300, 1483, 1328]
classified-ad: 3BHK duplex ready to move with finishing at-Mancheswar. Residential plots also available. Contact for booking: 09238044438, 09238044439. D-17498: [4, 1878, 168, 1968]
horoscope-list: [1138, 138, 1498, 1718]
greeting-photo-placeholder: [579, 559, 737, 689]
health-care-label: HEALTH CARE: [207, 1354, 345, 1375]
greeting-heading: ଜନ୍ମଦିନର ଶୁଭେଚ୍ଛା: [761, 29, 839, 63]
dob-field: ଜନ୍ମ ତାରିଖ..............: [12, 116, 114, 129]
dream-photo-caption: ବାପା, ମା'ଙ୍କ ସହିତ ସସ୍ମିତା ।: [881, 1410, 1009, 1423]
classified-ad: Booking open ! Mega Apartment on NH-5; only 6 KM from Vanivihar.Contact: 9338812978, 06743011627. D-15889: [4, 1562, 170, 1637]
loan-branch: (୪) ଖୋର୍ଦ୍ଧା- 09997128888: [382, 392, 520, 406]
greeting-photo-placeholder: [765, 546, 925, 658]
zodiac-name: ମୀନ: [1180, 1559, 1200, 1573]
loan-label: LOAN: [441, 268, 508, 293]
service-ad: ମି ସେବା ମ୍ଲି ସେବା। ପିଏ/ସମସ୍ତ ଫର୍ଲ୍ ଲୋଉ ହେବା ପରେ । ସମସ୍ୟାର ସମାଧାନ ୧୦୦% ସମାଧାନ ଗ୍ୟାରେଣ୍ଟି । ଗୋପନୀୟତା ରକ୍ଷା । ଯୋଗାଯୋଗ : 084370-68083, 097807-37408. D-17308: [382, 28, 555, 114]
puri-tag: Puri: [843, 2276, 877, 2291]
classified-ad: A-Class Packers & Movers, home relocation, countrywide. 9338820222, 9938534188. D-17380: [190, 1002, 358, 1059]
zodiac-name: ସିଂହ: [1180, 649, 1198, 663]
gemini-icon: ♊: [1142, 391, 1176, 425]
truck-headline: ଜଳିଗଲା ଚାଲନ୍ତା ଟ୍ରକ: [382, 1360, 565, 1384]
dream-article-col3: କିନ୍ତୁ ଦିନ ମଜୁରି କରି ଯାହା ମିଳେ ସେଥିରେ ପରିବାର ଚଳିବା କଷ୍ଟକର। ସସ୍ମିତାର ଦୁଇ ଭାଇ ମଧ୍ୟ ପଢ଼ୁଛନ୍ତି। ତେଣୁ ତା'ର ଉଚ୍ଚଶିକ୍ଷା ପାଇଁ ସାହାଯ୍ୟ ଲୋଡ଼ାଯାଇଛି। ସ୍ଥାନୀୟ ଜନପ୍ରତିନିଧିମାନେ ତା'ର ସହାୟତା ପାଇଁ ପ୍ରଶାସନକୁ ଅନୁରୋଧ କରିବେ ବୋଲି କହିଛନ୍ତି। ଜିଲ୍ଲାପାଳଙ୍କୁ ଏ ସମ୍ପର୍କରେ ଏକ ଆବେଦନ ଦିଆଯିବ। ସସ୍ମିତାକୁ ଛାତ୍ରବୃତ୍ତି ଦେବା ପାଇଁ ମଧ୍ୟ ଦାବି ହୋଇଛି। ଯଦି ସମୟରେ ସହାୟତା ମିଳେ ତେବେ ସସ୍ମିତାର ସ୍ୱପ୍ନ ସାକାର ହୋଇପାରିବ ବୋଲି ଗ୍ରାମବାସୀ ଆଶା ରଖିଛନ୍ତି। ତା'ର ସଫଳତାରେ ସମଗ୍ର ଗାଁ ଗର୍ବିତ।: [950, 1430, 1130, 1632]
zodiac-name: ବୃଷ: [1180, 259, 1198, 273]
virgo-icon: ♍: [1142, 781, 1176, 815]
cancer-icon: ♋: [1142, 521, 1176, 555]
greeting-text: ଭଡ଼ଗିରି, ପାରାଦୀପ। ପ୍ରଥମ ବିବାହ ବାର୍ଷିକୀ ଅବସରରେ ଶୁଭେଚ୍ଛା। ଶୁଭେଚ୍ଛା: ପରିବାରବର୍ଗ, ଆଦାଳପୁର। ଦ-୧୭୪୭୫: [579, 941, 736, 979]
loan-branch: (୧) ଭୁବନେଶ୍ୱର- 09557296464: [382, 348, 539, 362]
loan-ads: [382, 302, 567, 1196]
greeting-name: ଚନ୍ଦ୍ରଶେଖର ଓ ବୈଶାଳୀ: [783, 662, 907, 677]
zodiac-entry: [1139, 517, 1497, 647]
